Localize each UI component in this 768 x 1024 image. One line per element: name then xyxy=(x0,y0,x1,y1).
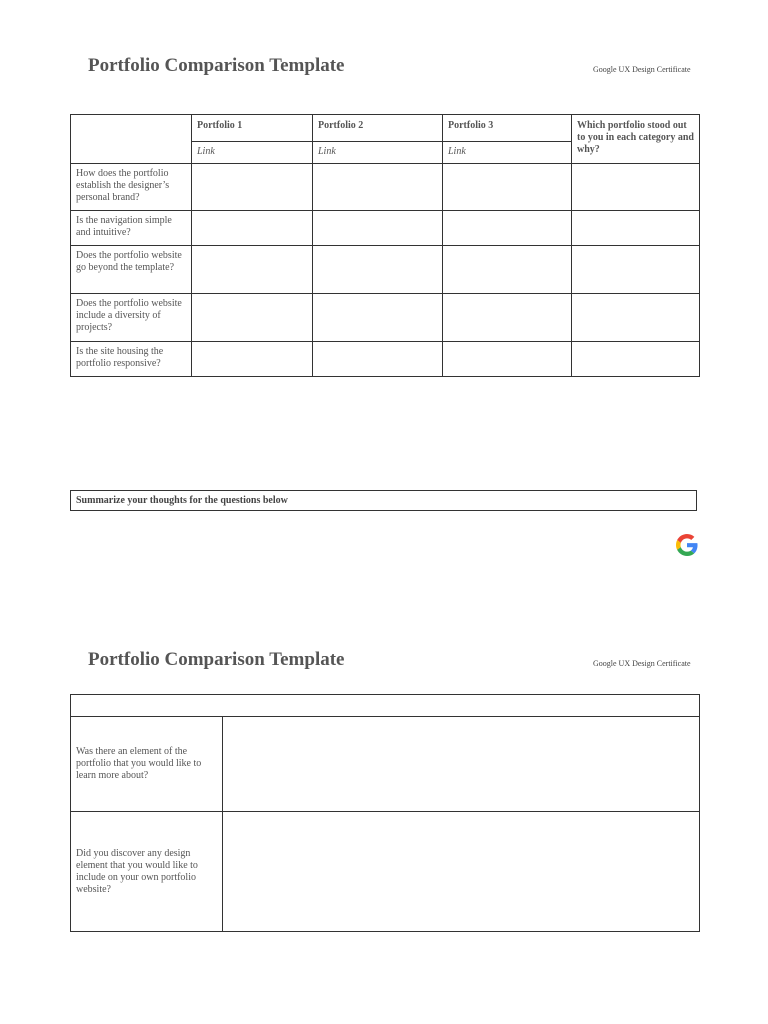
which-portfolio-header: Which portfolio stood out to you in each category and why? xyxy=(572,115,700,164)
answer-cell[interactable] xyxy=(313,294,443,342)
answer-cell[interactable] xyxy=(313,211,443,246)
answer-cell[interactable] xyxy=(443,164,572,211)
question-cell: How does the portfolio establish the designer’s personal brand? xyxy=(71,164,192,211)
answer-cell[interactable] xyxy=(192,211,313,246)
answer-cell[interactable] xyxy=(223,717,700,812)
table-row xyxy=(71,211,700,246)
table-row xyxy=(71,342,700,377)
answer-cell[interactable] xyxy=(572,342,700,377)
answer-cell[interactable] xyxy=(443,294,572,342)
question-cell: Was there an element of the portfolio that you would like to learn more about? xyxy=(71,717,223,812)
answer-cell[interactable] xyxy=(223,812,700,932)
answer-cell[interactable] xyxy=(192,246,313,294)
question-cell: Did you discover any design element that you would like to include on your own portfolio website? xyxy=(71,812,223,932)
header-row xyxy=(71,695,700,717)
table-row xyxy=(71,164,700,211)
answer-cell[interactable] xyxy=(192,294,313,342)
answer-cell[interactable] xyxy=(313,164,443,211)
answer-cell[interactable] xyxy=(572,294,700,342)
answer-cell[interactable] xyxy=(443,211,572,246)
blank-header-cell xyxy=(71,695,700,717)
header-row xyxy=(71,115,700,142)
answer-cell[interactable] xyxy=(572,246,700,294)
answer-cell[interactable] xyxy=(443,246,572,294)
answer-cell[interactable] xyxy=(192,342,313,377)
google-g-logo-icon xyxy=(676,534,698,556)
question-cell: Is the navigation simple and intuitive? xyxy=(71,211,192,246)
answer-cell[interactable] xyxy=(443,342,572,377)
reflection-table xyxy=(70,694,700,932)
page-title: Portfolio Comparison Template xyxy=(88,649,345,670)
answer-cell[interactable] xyxy=(572,164,700,211)
portfolio-2-link[interactable]: Link xyxy=(313,142,443,164)
table-row xyxy=(71,812,700,932)
question-cell: Does the portfolio website include a diversity of projects? xyxy=(71,294,192,342)
page-title: Portfolio Comparison Template xyxy=(88,55,345,76)
summary-box: Summarize your thoughts for the questions below xyxy=(70,490,697,511)
portfolio-1-header: Portfolio 1 xyxy=(192,115,313,142)
page-subtitle: Google UX Design Certificate xyxy=(593,659,691,668)
table-row xyxy=(71,717,700,812)
table-row xyxy=(71,294,700,342)
portfolio-2-header: Portfolio 2 xyxy=(313,115,443,142)
comparison-table xyxy=(70,114,700,377)
answer-cell[interactable] xyxy=(572,211,700,246)
blank-header-cell xyxy=(71,115,192,164)
portfolio-3-link[interactable]: Link xyxy=(443,142,572,164)
question-cell: Is the site housing the portfolio responsive? xyxy=(71,342,192,377)
answer-cell[interactable] xyxy=(313,342,443,377)
portfolio-1-link[interactable]: Link xyxy=(192,142,313,164)
table-row xyxy=(71,246,700,294)
question-cell: Does the portfolio website go beyond the template? xyxy=(71,246,192,294)
portfolio-3-header: Portfolio 3 xyxy=(443,115,572,142)
page-subtitle: Google UX Design Certificate xyxy=(593,65,691,74)
page-2 xyxy=(0,600,768,1024)
answer-cell[interactable] xyxy=(313,246,443,294)
answer-cell[interactable] xyxy=(192,164,313,211)
